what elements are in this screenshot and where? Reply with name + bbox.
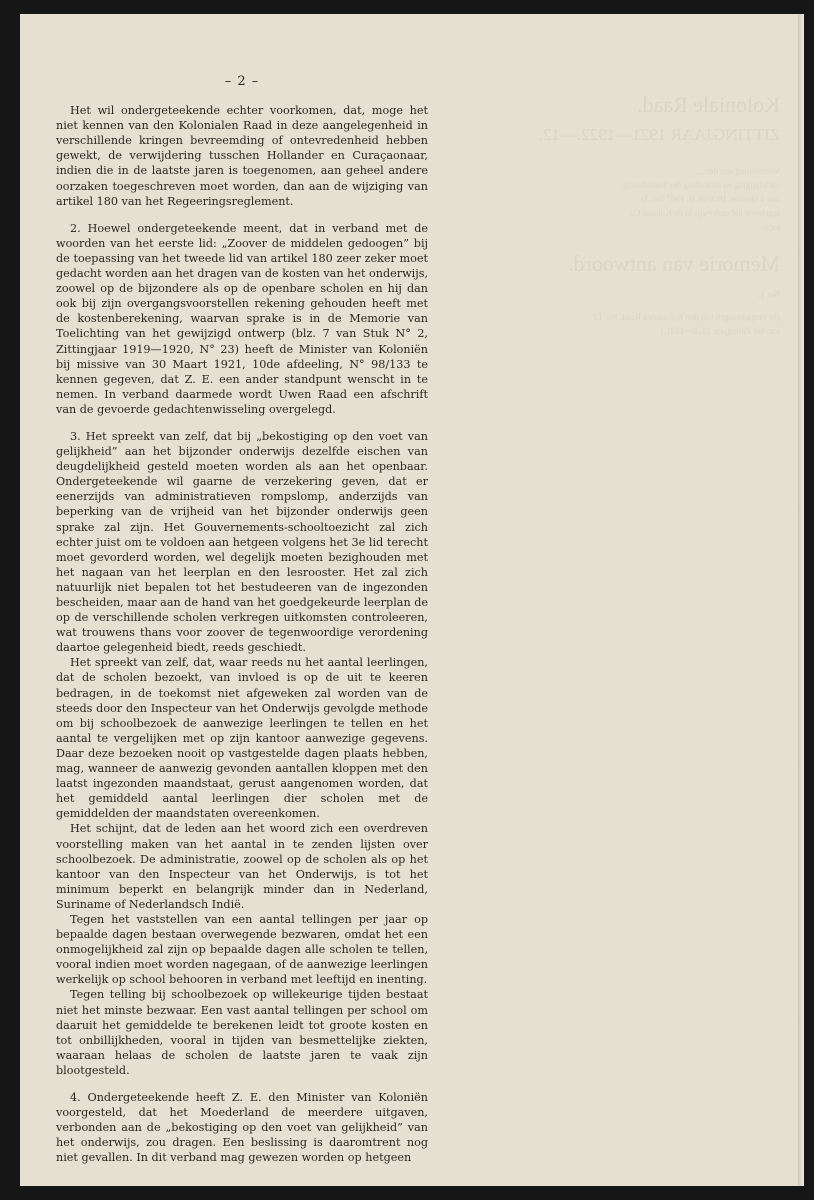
bleed-small-line: tot wijziging en aanvulling der Verordening [622, 179, 780, 190]
page-number: – 2 – [224, 74, 260, 89]
page-content [56, 74, 428, 1165]
bleed-heading: Memorie van antwoord. [568, 251, 780, 277]
paragraph-1: Het wil ondergeteekende echter voorkomen, dat, moge het niet kennen van den Kolonialen Raad in deze aangelegenheid in verschillende kringen bevreemding of ontevredenheid hebben gewekt, de verwijdering tusschen Hollander en Curaçaonaar, indien die in de laatste jaren is toegenomen, aan geheel andere oorzaken toegeschreven moet worden, dan aan de wijziging van artikel 180 van het Regeeringsreglement. [56, 104, 428, 208]
paragraph-7: Tegen telling bij schoolbezoek op willekeurige tijden bestaat niet het minste bezwaar. Een vast aantal tellingen per school om daaruit het gemiddelde te berekenen leidt tot groote kosten en tot onbillijkheden, vooral in tijden van besmettelijke ziekten, waaraan helaas de scholen de laatste jaren te vaak zijn blootgesteld. [56, 988, 428, 1077]
bleed-small-line: raçao. [758, 222, 780, 233]
bleed-small-line: regelende het onderwijs in de Kolonie Cu- [627, 208, 780, 219]
paragraph-4: Het spreekt van zelf, dat, waar reeds nu het aantal leerlingen, dat de scholen bezoekt, van invloed is op de uit te keeren bedragen, in de toekomst niet afgeweken zal worden van de steeds door den Inspecteur van het Onderwijs gevolgde methode om bij schoolbezoek de aanwezige leerlingen te tellen en het aantal te vergelijken met op zijn kantoor aanwezige gegevens. Daar deze bezoeken nooit op vastgestelde dagen plaats hebben, mag, wanneer de aanwezig gevonden aantallen kloppen met den laatst ingezonden maandstaat, gerust aangenomen worden, dat het gemiddeld aantal leerlingen dier scholen met de gemiddelden der maandstaten overeenkomen. [56, 656, 428, 821]
bleed-sub-line: (In vergaderingen van den Kolonialen Raad, No. 12 [593, 311, 780, 322]
bleed-title: Koloniale Raad. [637, 92, 780, 117]
paragraph-5: Het schijnt, dat de leden aan het woord zich een overdreven voorstelling maken van het aantal in te zenden lijsten over schoolbezoek. De administratie, zoowel op de scholen als op het kantoor van den Inspecteur van het Onderwijs, is tot het minimum beperkt en belangrijk minder dan in Nederland, Suriname of Nederlandsch Indië. [56, 822, 428, 911]
paragraph-6: Tegen het vaststellen van een aantal tellingen per jaar op bepaalde dagen bestaan overwegende bezwaren, omdat het een onmogelijkheid zal zijn op bepaalde dagen alle scholen te tellen, vooral indien moet worden nagegaan, of de aanwezige leerlingen werkelijk op school behooren in verband met leeftijd en inenting. [56, 912, 428, 987]
bleed-through-text [480, 90, 780, 339]
paragraph-8: 4. Ondergeteekende heeft Z. E. den Minister van Koloniën voorgesteld, dat het Moederland de meerdere uitgaven, verbonden aan de „bekostiging op den voet van gelijkheid” van het onderwijs, zou dragen. Een beslissing is daaromtrent nog niet gevallen. In dit verband mag gewezen worden op hetgeen [56, 1091, 428, 1165]
bleed-small-line: Verordening van den ... [696, 165, 780, 176]
bleed-small-line: van 4 October 1906 (P. B. 1907 No. 3) [641, 193, 780, 204]
paragraph-2: 2. Hoewel ondergeteekende meent, dat in verband met de woorden van het eerste lid: „Zoover de middelen gedoogen” bij de toepassing van het tweede lid van artikel 180 zeer zeker moet gedacht worden aan het dragen van de kosten van het onderwijs, zoowel op de bijzondere als op de openbare scholen en hij dan ook bij zijn overgangsvoorstellen rekening gehouden heeft met de kostenberekening, waarvan sprake is in de Memorie van Toelichting van het gewijzigd ontwerp (blz. 7 van Stuk N° 2, Zittingjaar 1919—1920, N° 23) heeft de Minister van Koloniën bij missive van 30 Maart 1921, 10de afdeeling, N° 98/133 te kennen gegeven, dat Z. E. een ander standpunt wenscht in te nemen. In verband daarmede wordt Uwen Raad een afschrift van de gevoerde gedachtenwisseling overgelegd. [56, 221, 428, 416]
bleed-session: ZITTINGJAAR 1921—1922.—12. [538, 124, 780, 144]
bleed-number: No 1. [757, 290, 780, 302]
bleed-sub-line: van het Zittingjaar 1920—1921.) [661, 325, 780, 336]
document-page [20, 14, 804, 1186]
page-edge [798, 14, 804, 1186]
paragraph-3: 3. Het spreekt van zelf, dat bij „bekostiging op den voet van gelijkheid” aan het bijzonder onderwijs dezelfde eischen van deugdelijkheid gesteld moeten worden als aan het openbaar. Ondergeteekende wil gaarne de verzekering geven, dat er eenerzijds van administratieven rompslomp, anderzijds van beperking van de vrijheid van het bijzonder onderwijs geen sprake zal zijn. Het Gouvernements-schooltoezicht zal zich echter juist om te voldoen aan hetgeen volgens het 3e lid terecht moet gevorderd worden, wel degelijk moeten bezighouden met het nagaan van het leerplan en den lesrooster. Het zal zich natuurlijk niet bepalen tot het bestudeeren van de ingezonden bescheiden, maar aan de hand van het goedgekeurde leerplan de op de verschillende scholen verkregen uitkomsten controleeren, wat trouwens thans voor zoover de tegenwoordige verordening daartoe gelegenheid biedt, reeds geschiedt. [56, 429, 428, 655]
